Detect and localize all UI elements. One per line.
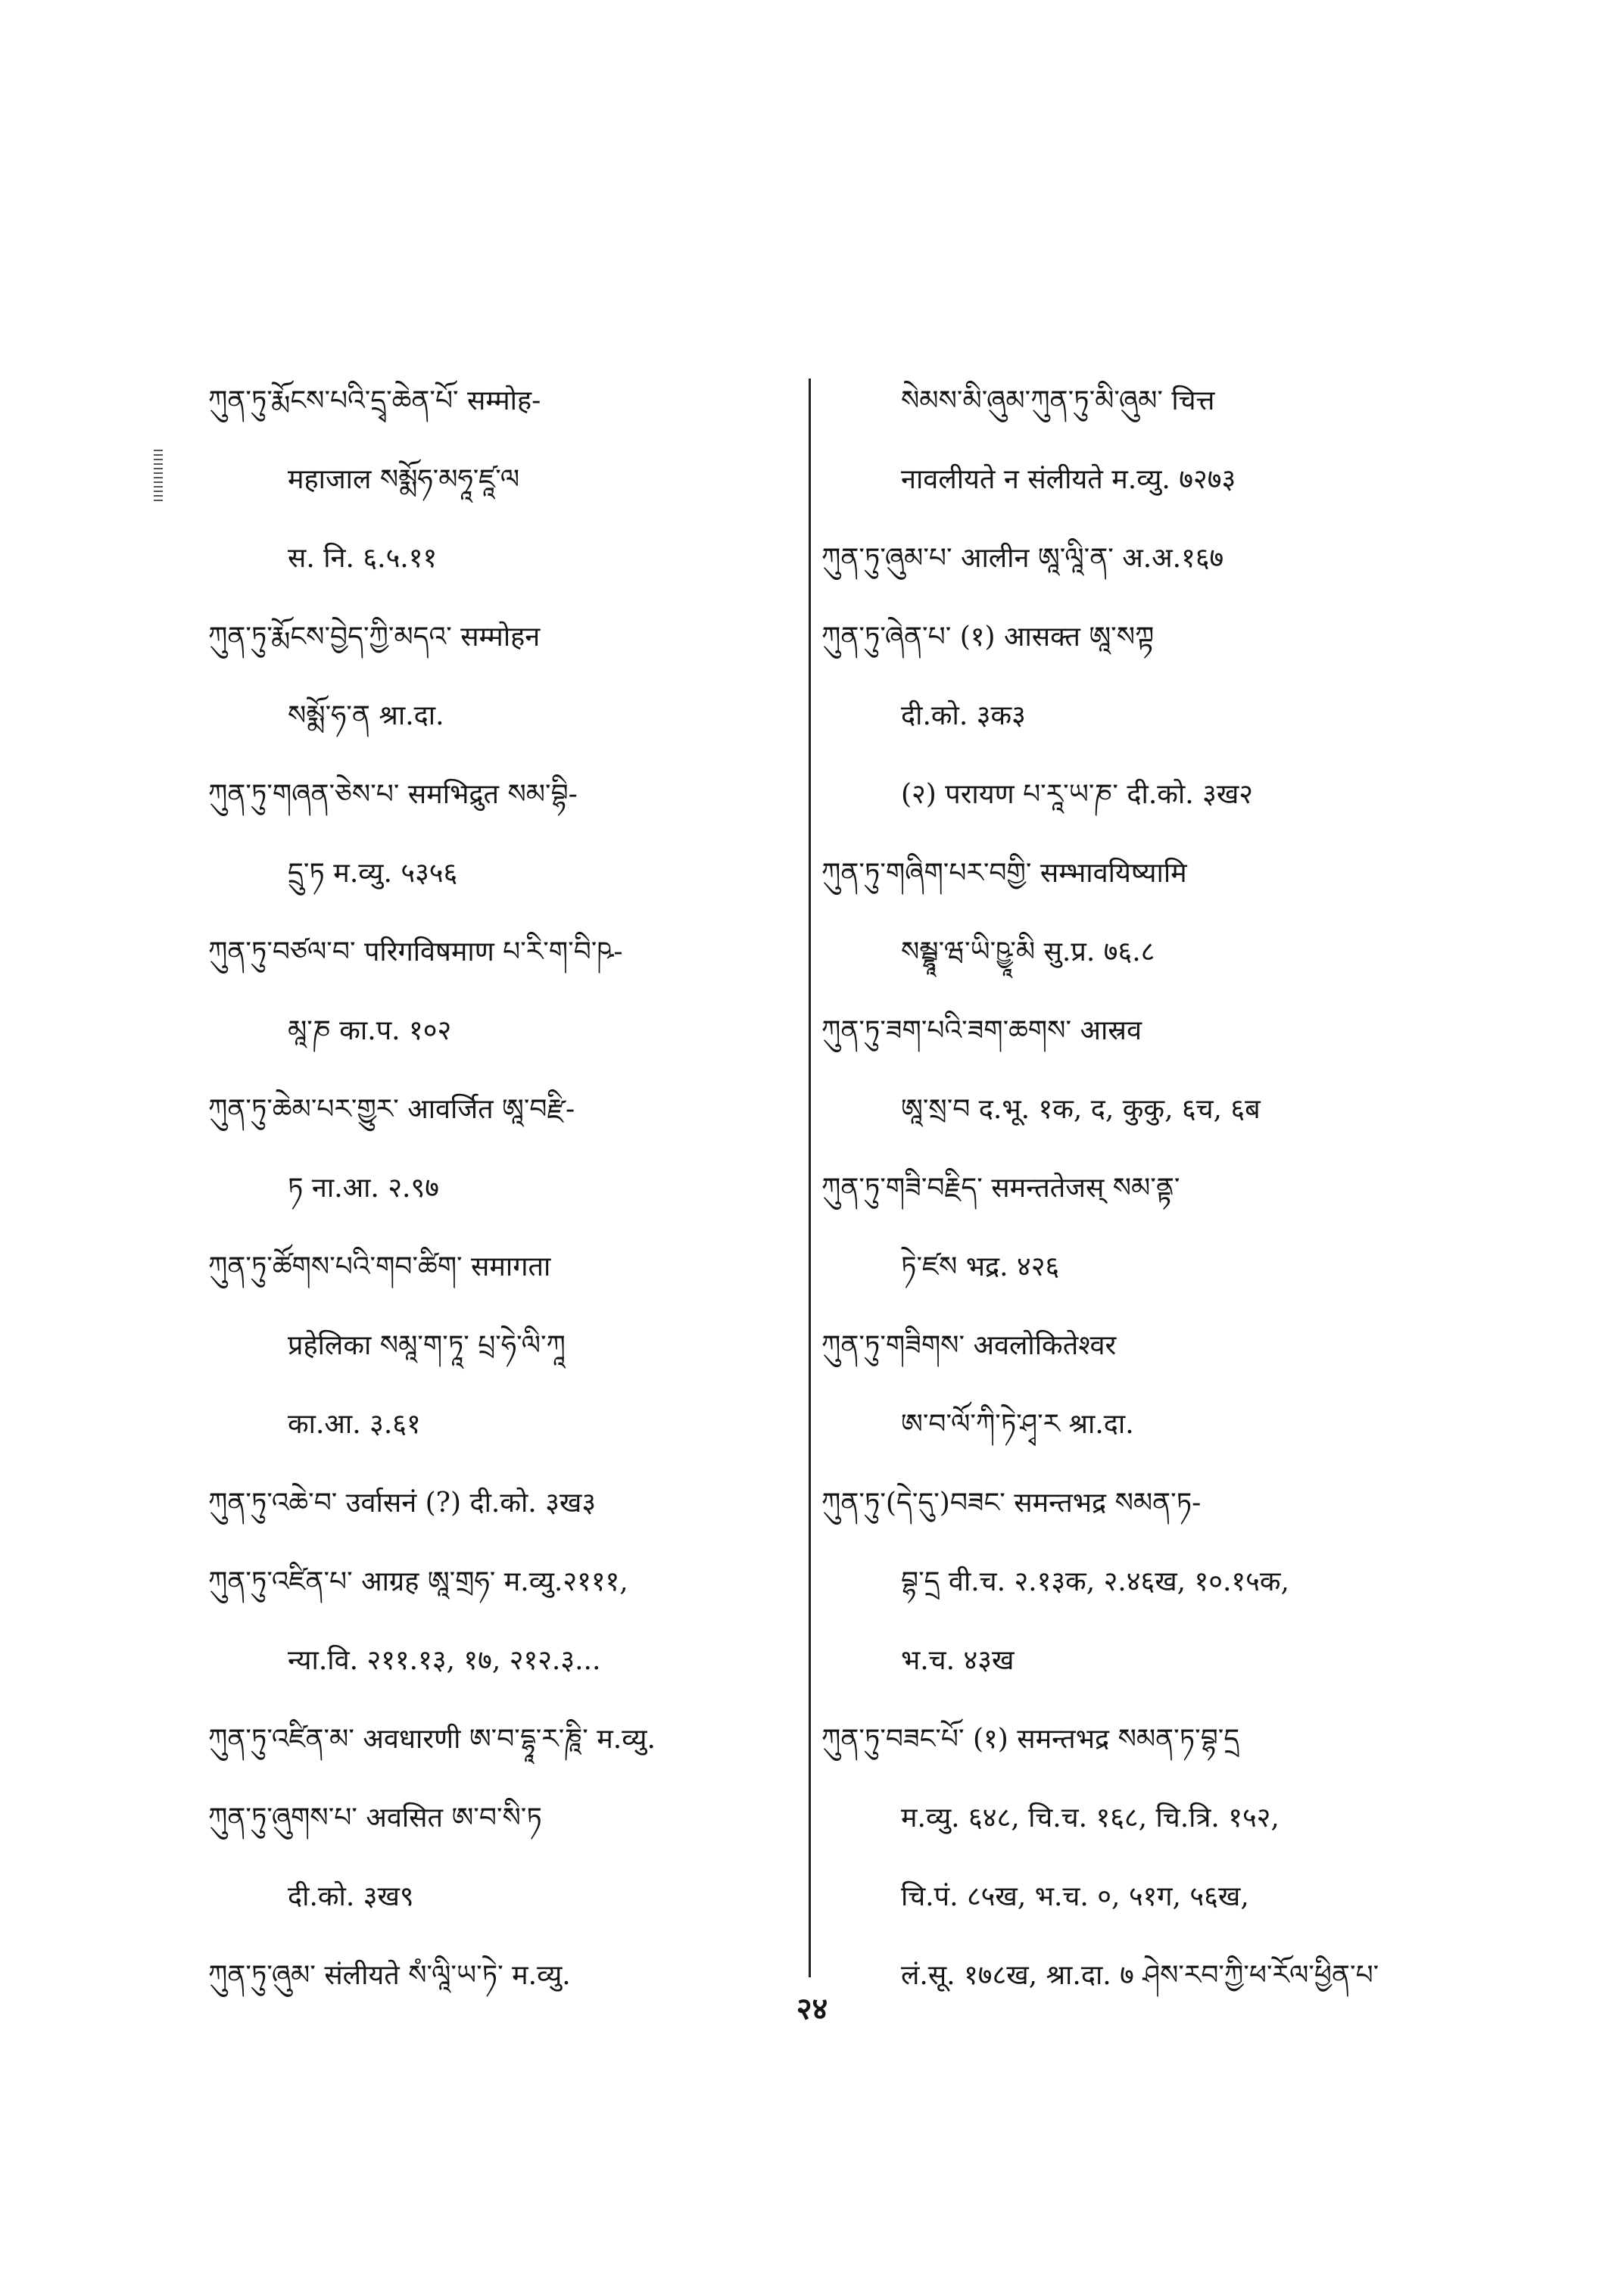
entry-line: སམྦྷཱ་ཝ་ཡི་ཥྱཱ་མི सु.प्र. ७६.८ xyxy=(901,936,1155,967)
margin-tick-mark xyxy=(154,450,163,503)
right-column xyxy=(821,362,1473,2015)
entry-line: ཀུན་ཏུ་ཞུམ་པ་ आलीन ཨཱ་ལཱི་ན་ अ.अ.१६७ xyxy=(821,543,1224,574)
entry-line: ཀུན་ཏུ་གཞན་ཅེས་པ་ समभिद्रुत སམ་བྷི- xyxy=(208,779,578,810)
entry-line: ཀུན་ཏུ་ཟག་པའི་ཟག་ཆགས་ आस्रव xyxy=(821,1015,1142,1046)
entry-line: दी.को. ३ख९ xyxy=(288,1881,414,1912)
entry-line: ཀུན་ཏུ་ཚོགས་པའི་གབ་ཚིག་ समागता xyxy=(208,1251,551,1282)
entry-line: ཀུན་ཏུ་ཞུམ་ संलीयते སཾ་ལཱི་ཡ་ཏེ་ म.व्यु. xyxy=(208,1960,571,1991)
entry-line: ཀུན་ཏུ་ཆེམ་པར་གྱུར་ आवर्जित ཨཱ་བརྫི- xyxy=(208,1094,575,1125)
entry-line: ཏ ना.आ. २.९७ xyxy=(288,1173,439,1204)
entry-line: དྲུ་ཏ म.व्यु. ५३५६ xyxy=(288,858,458,889)
entry-line: नावलीयते न संलीयते म.व्यु. ७२७३ xyxy=(901,464,1236,495)
entry-line: म.व्यु. ६४८, चि.च. १६८, चि.त्रि. १५२, xyxy=(901,1802,1280,1833)
entry-line: བྷ་དྲ वी.च. २.१३क, २.४६ख, १०.१५क, xyxy=(901,1566,1289,1597)
entry-line: སེམས་མི་ཞུམ་ཀུན་ཏུ་མི་ཞུམ་ चित्त xyxy=(901,385,1215,416)
left-column xyxy=(208,362,829,2015)
entry-line: दी.को. ३क३ xyxy=(901,700,1026,731)
page-number: २४ xyxy=(796,1991,828,2027)
entry-line: ཀུན་ཏུ་(དེ་དུ་)བཟང་ समन्तभद्र སམན་ཏ- xyxy=(821,1488,1202,1519)
entry-line: लं.सू. १७८ख, श्रा.दा. ७ ཤེས་རབ་ཀྱི་ཕ་རོལ་ཕྱིན་པ་ xyxy=(901,1960,1379,1991)
entry-line: སམྨོ་ཧ་ན श्रा.दा. xyxy=(288,700,444,731)
entry-line: ཨཱ་སྲ་བ द.भू. १क, द, कुकु, ६च, ६ब xyxy=(901,1094,1261,1125)
entry-line: ཀུན་ཏུ་གཟི་བརྗིད་ समन्ततेजस् སམ་ནྟ་ xyxy=(821,1173,1180,1204)
entry-line: ཀུན་ཏུ་ཞེན་པ་ (१) आसक्त ཨཱ་སཀྟ xyxy=(821,622,1155,653)
entry-line: ཀུན་ཏུ་གཞིག་པར་བགྱི་ सम्भावयिष्यामि xyxy=(821,858,1187,889)
entry-line: का.आ. ३.६१ xyxy=(288,1409,421,1440)
column-divider xyxy=(809,379,811,1977)
entry-line: ཀུན་ཏུ་ཞུགས་པ་ अवसित ཨ་བ་སི་ཏ xyxy=(208,1802,542,1833)
entry-line: स. नि. ६.५.११ xyxy=(288,543,438,574)
entry-line: ཀུན་ཏུ་རྨོངས་བྱེད་ཀྱི་མདའ་ सम्मोहन xyxy=(208,622,541,653)
entry-line: ཀུན་ཏུ་འཛིན་མ་ अवधारणी ཨ་བ་དྷཱ་ར་ཎཱི་ म.व्यु. xyxy=(208,1724,656,1755)
entry-line: ཀུན་ཏུ་བཙལ་བ་ परिगविषमाण པ་རི་ག་བི་ཥ- xyxy=(208,936,623,967)
entry-line: प्रहेलिका སམཱ་ག་ཏཱ་ པྲ་ཧེ་ལི་ཀཱ xyxy=(288,1330,566,1361)
entry-line: མཱ་ཎ का.प. १०२ xyxy=(288,1015,452,1046)
entry-line: महाजाल སམྨོཧ་མཧཱ་ཛཱ་ལ xyxy=(288,464,520,495)
entry-line: ཀུན་ཏུ་བཟང་པོ་ (१) समन्तभद्र སམན་ཏ་བྷ་དྲ xyxy=(821,1724,1240,1755)
entry-line: ཏེ་ཛས भद्र. ४२६ xyxy=(901,1251,1060,1282)
entry-line: न्या.वि. २११.१३, १७, २१२.३... xyxy=(288,1645,601,1676)
entry-line: ཀུན་ཏུ་འཆེ་བ་ उर्वासनं (?) दी.को. ३ख३ xyxy=(208,1488,597,1519)
entry-line: ཀུན་ཏུ་འཛིན་པ་ आग्रह ཨཱ་གྲཧ་ म.व्यु.२१११, xyxy=(208,1566,628,1597)
entry-line: (२) परायण པ་རཱ་ཡ་ཎ་ दी.को. ३ख२ xyxy=(901,779,1254,810)
entry-line: ཨ་བ་ལོ་ཀི་ཏེ་ཤྭ་ར श्रा.दा. xyxy=(901,1409,1134,1440)
entry-line: ཀུན་ཏུ་གཟིགས་ अवलोकितेश्वर xyxy=(821,1330,1117,1361)
entry-line: ཀུན་ཏུ་རྨོངས་པའི་དྲྭ་ཆེན་པོ་ सम्मोह- xyxy=(208,385,541,416)
entry-line: भ.च. ४३ख xyxy=(901,1645,1015,1676)
entry-line: चि.पं. ८५ख, भ.च. ०, ५१ग, ५६ख, xyxy=(901,1881,1249,1912)
